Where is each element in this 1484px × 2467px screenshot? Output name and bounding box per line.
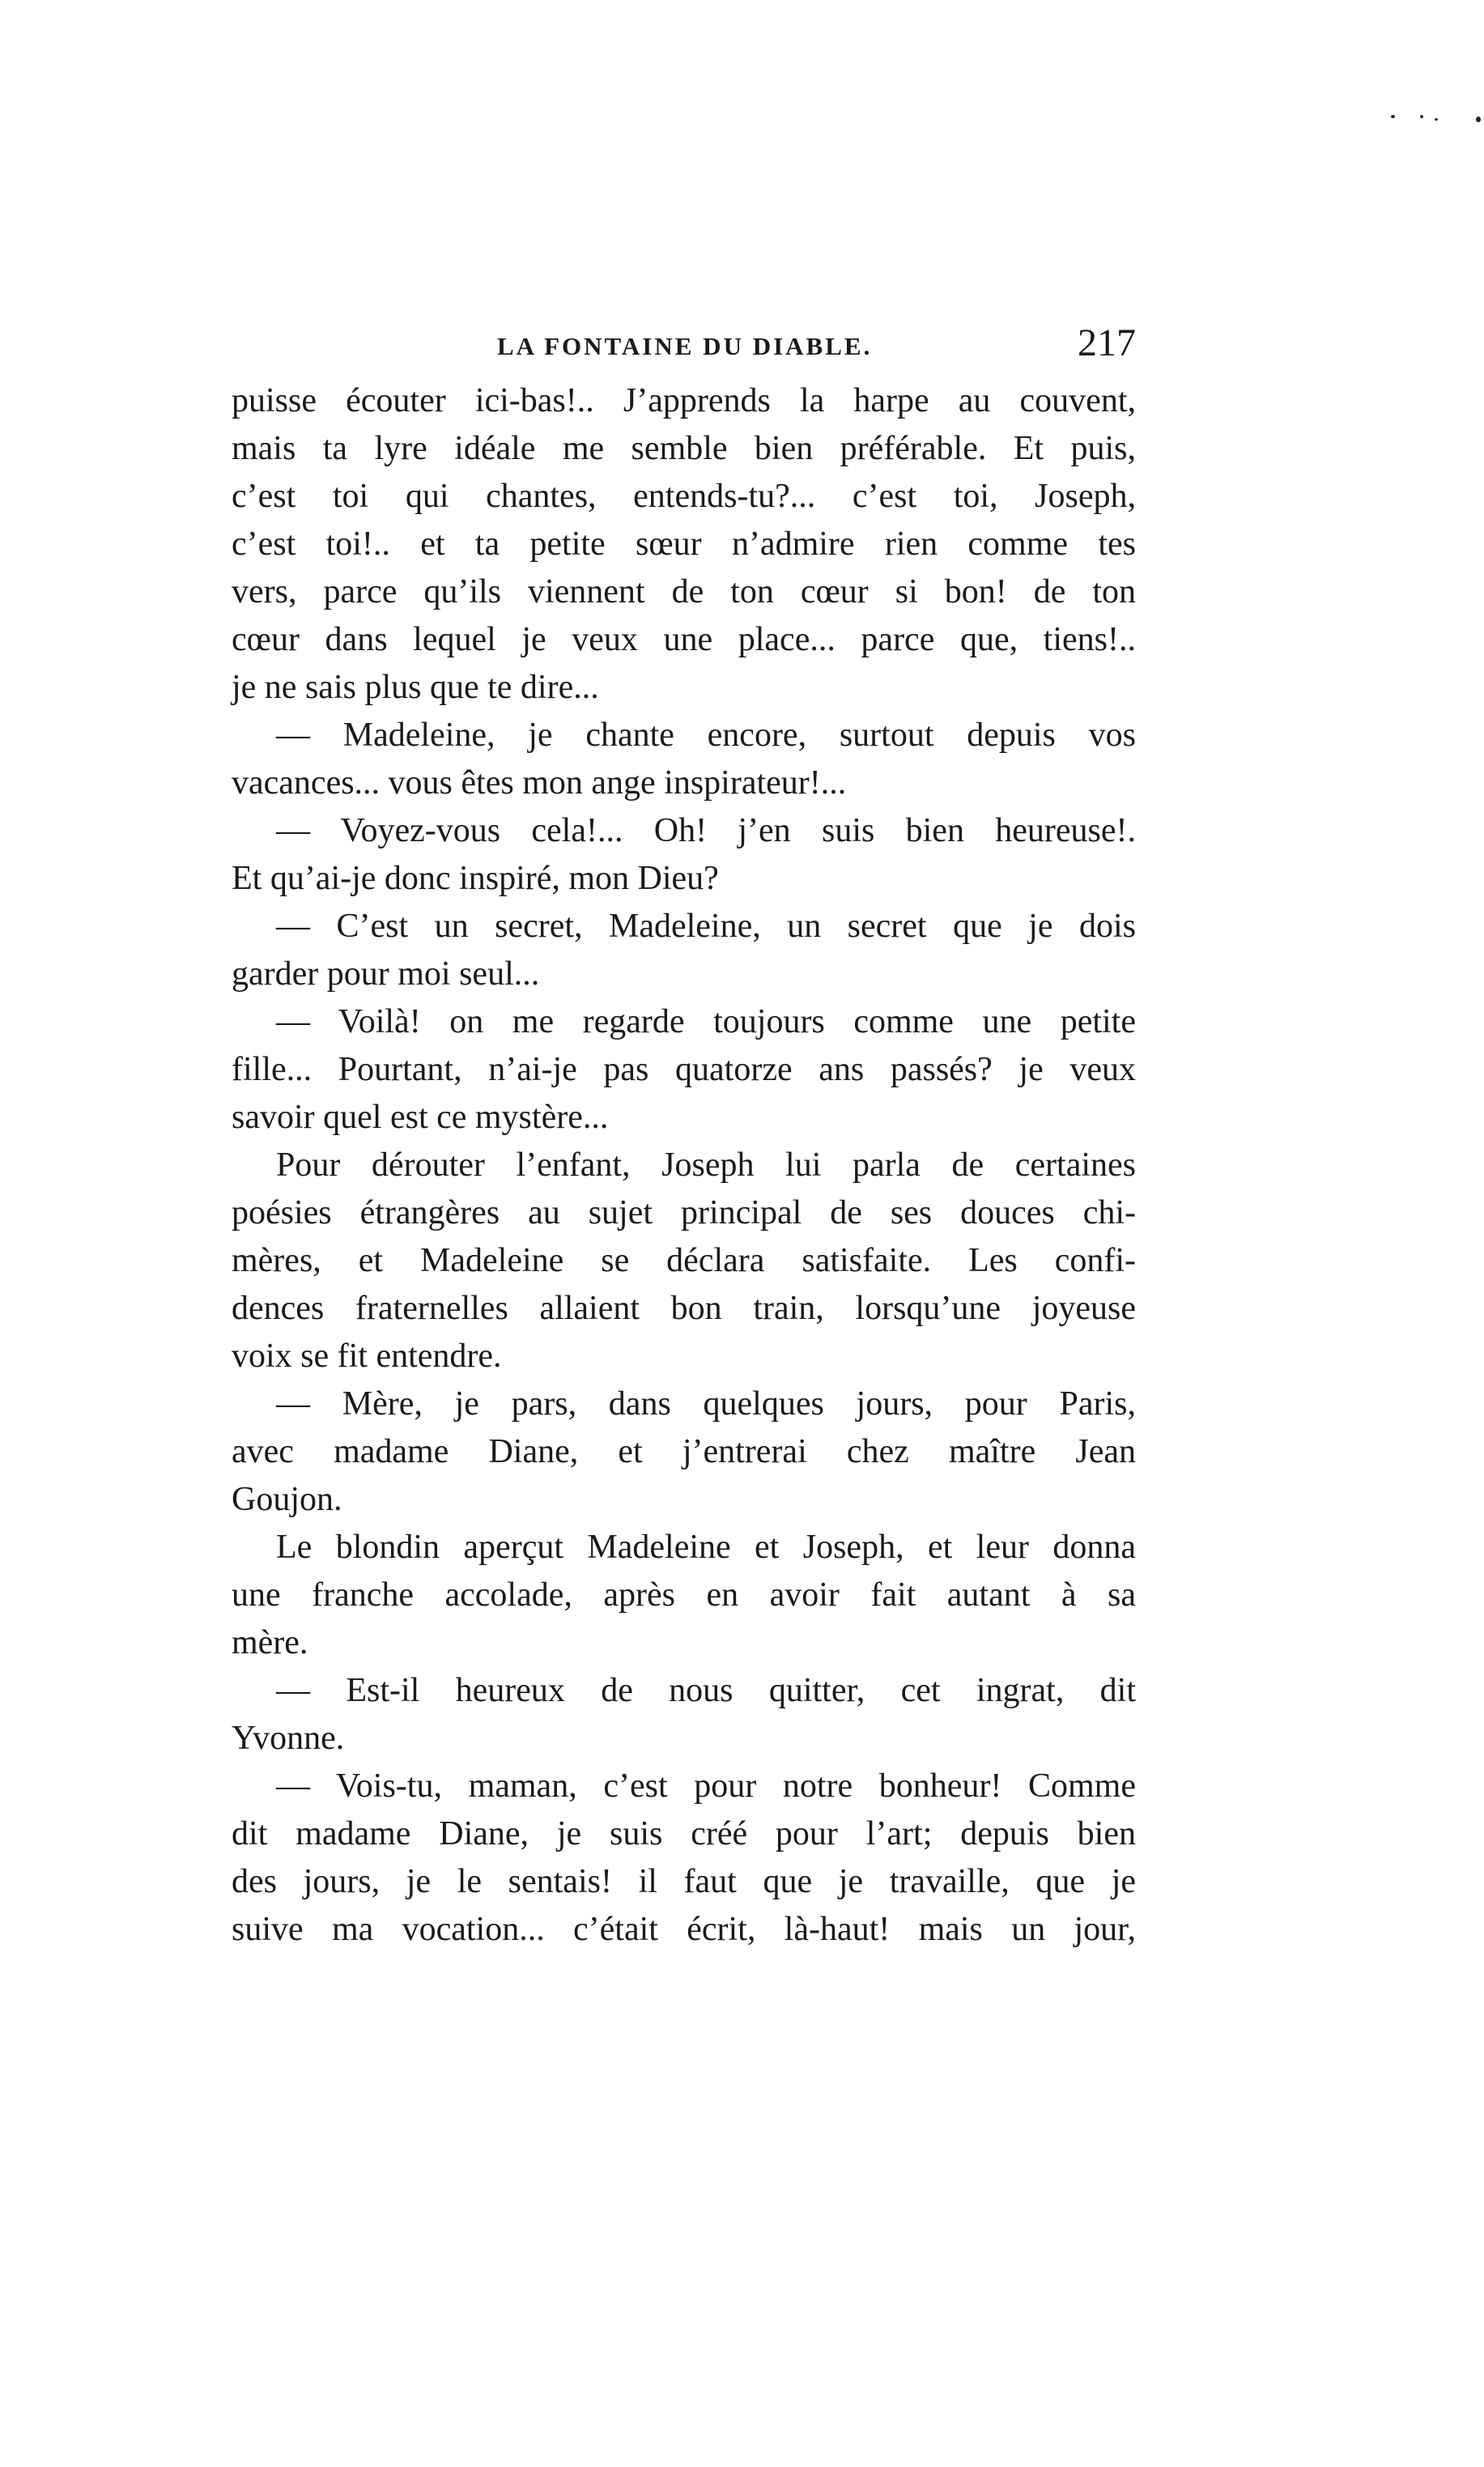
text-line: — Mère, je pars, dans quelques jours, pour Paris, <box>276 1385 1136 1423</box>
text-line: vacances... vous êtes mon ange inspirateur!... <box>232 764 847 802</box>
text-line: suive ma vocation... c’était écrit, là-haut! mais un jour, <box>232 1911 1136 1948</box>
ink-speck <box>1420 115 1423 118</box>
running-title: LA FONTAINE DU DIABLE. <box>497 332 873 360</box>
text-line: — Voyez-vous cela!... Oh! j’en suis bien heureuse!. <box>276 812 1136 849</box>
text-line: mais ta lyre idéale me semble bien préférable. Et puis, <box>232 430 1136 467</box>
body-text <box>232 377 1136 1954</box>
text-line: — Vois-tu, maman, c’est pour notre bonheur! Comme <box>276 1767 1136 1805</box>
text-line: Et qu’ai-je donc inspiré, mon Dieu? <box>232 860 719 897</box>
text-line: c’est toi qui chantes, entends-tu?... c’est toi, Joseph, <box>232 478 1136 515</box>
text-line: puisse écouter ici-bas!.. J’apprends la harpe au couvent, <box>232 382 1136 419</box>
text-line: Le blondin aperçut Madeleine et Joseph, et leur donna <box>276 1529 1136 1566</box>
text-line: des jours, je le sentais! il faut que je travaille, que je <box>232 1863 1136 1900</box>
text-line: — C’est un secret, Madeleine, un secret que je dois <box>276 908 1136 945</box>
ink-speck <box>1435 118 1438 121</box>
page-number: 217 <box>1078 321 1136 364</box>
text-line: c’est toi!.. et ta petite sœur n’admire rien comme tes <box>232 525 1136 563</box>
ink-speck <box>1391 115 1395 118</box>
text-line: — Voilà! on me regarde toujours comme une petite <box>276 1003 1136 1040</box>
text-line: avec madame Diane, et j’entrerai chez maître Jean <box>232 1433 1136 1470</box>
text-line: dit madame Diane, je suis créé pour l’art; depuis bien <box>232 1815 1136 1852</box>
text-line: savoir quel est ce mystère... <box>232 1099 609 1136</box>
text-line: cœur dans lequel je veux une place... parce que, tiens!.. <box>232 621 1136 658</box>
text-line: garder pour moi seul... <box>232 955 540 993</box>
text-line: — Madeleine, je chante encore, surtout depuis vos <box>276 717 1136 754</box>
text-line: — Est-il heureux de nous quitter, cet ingrat, dit <box>276 1672 1136 1709</box>
text-line: poésies étrangères au sujet principal de ses douces chi- <box>232 1194 1136 1231</box>
text-line: mère. <box>232 1624 308 1661</box>
text-line: Goujon. <box>232 1481 342 1518</box>
text-line: mères, et Madeleine se déclara satisfaite. Les confi- <box>232 1242 1136 1279</box>
text-line: fille... Pourtant, n’ai-je pas quatorze ans passés? je veux <box>232 1051 1136 1088</box>
text-line: dences fraternelles allaient bon train, lorsqu’une joyeuse <box>232 1290 1136 1327</box>
text-line: voix se fit entendre. <box>232 1338 502 1375</box>
ink-speck <box>1476 117 1481 122</box>
text-line: vers, parce qu’ils viennent de ton cœur si bon! de ton <box>232 573 1136 610</box>
running-head <box>232 321 1136 377</box>
text-line: Yvonne. <box>232 1720 345 1757</box>
text-line: une franche accolade, après en avoir fait autant à sa <box>232 1576 1136 1614</box>
text-line: Pour dérouter l’enfant, Joseph lui parla de certaines <box>276 1146 1136 1184</box>
text-line: je ne sais plus que te dire... <box>232 669 599 706</box>
